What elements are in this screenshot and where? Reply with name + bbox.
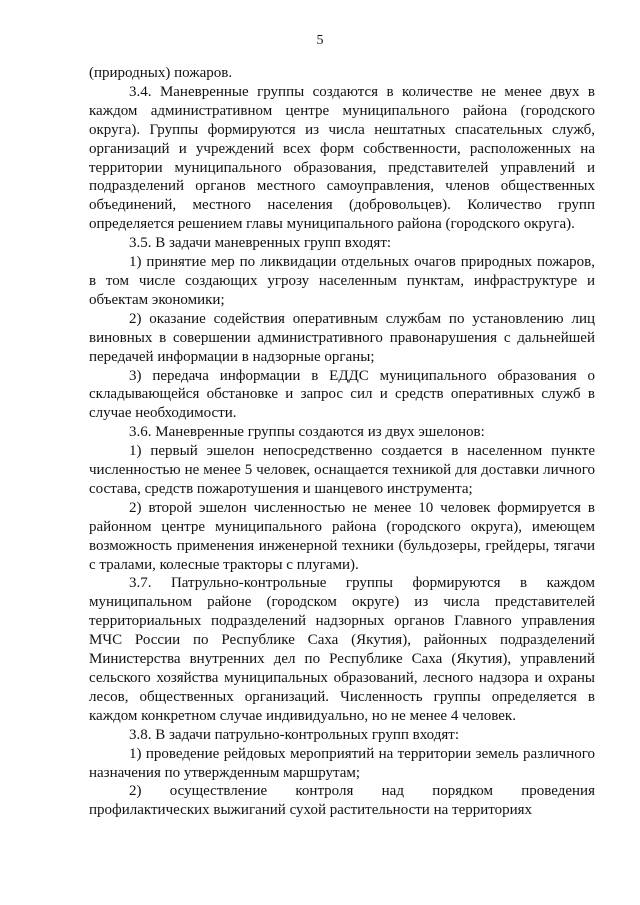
list-item-3-8-1: 1) проведение рейдовых мероприятий на территории земель различного назначения по утвержденным маршрутам; — [89, 745, 595, 781]
list-item-3-5-3: 3) передача информации в ЕДДС муниципального образования о складывающейся обстановке и запрос сил и средств оперативных служб в случае необходимости. — [89, 367, 595, 422]
paragraph-continuation: (природных) пожаров. — [89, 65, 233, 81]
list-item-3-8-2: 2) осуществление контроля над порядком проведения профилактических выжиганий сухой растительности на территориях — [89, 783, 595, 819]
paragraph-3-5: 3.5. В задачи маневренных групп входят: — [129, 235, 392, 252]
paragraph-3-4: 3.4. Маневренные группы создаются в количестве не менее двух в каждом административном центре муниципального района (городского округа). Группы формируются из числа нештатных спасательных служб, организаций и учреждений всех форм собственности, расположенных на территории муниципального образования, представителей управлений и подразделений органов местного самоуправления, членов общественных объединений, местного населения (добровольцев). Количество групп определяется решением главы муниципального района (городского округа). — [89, 83, 595, 233]
list-item-3-6-2: 2) второй эшелон численностью не менее 10 человек формируется в районном центре муниципального района (городского округа), имеющем возможность применения инженерной техники (бульдозеры, грейдеры, тягачи с тралами, колесные тракторы с плугами). — [89, 499, 595, 573]
list-item-3-6-1: 1) первый эшелон непосредственно создается в населенном пункте численностью не менее 5 человек, оснащается техникой для доставки личного состава, средств пожаротушения и шанцевого инструмента; — [89, 443, 595, 497]
paragraph-3-6: 3.6. Маневренные группы создаются из двух эшелонов: — [129, 424, 485, 441]
paragraph-3-8: 3.8. В задачи патрульно-контрольных групп входят: — [129, 726, 459, 743]
list-item-3-5-1: 1) принятие мер по ликвидации отдельных очагов природных пожаров, в том числе создающих угрозу населенным пунктам, инфраструктуре и объектам экономики; — [89, 254, 595, 308]
list-item-3-5-2: 2) оказание содействия оперативным службам по установлению лиц виновных в совершении административного правонарушения с дальнейшей передачей информации в надзорные органы; — [89, 310, 595, 365]
page-number: 5 — [316, 33, 324, 48]
document-body — [89, 64, 595, 820]
paragraph-3-7: 3.7. Патрульно-контрольные группы формируются в каждом муниципальном районе (городском округе) из числа представителей территориальных подразделений надзорных органов Главного управления МЧС России по Республике Саха (Якутия), районных подразделений Министерства внутренних дел по Республике Саха (Якутия), управлений сельского хозяйства муниципальных образований, лесного надзора и охраны лесов, общественных организаций. Численность группы определяется в каждом конкретном случае индивидуально, но не менее 4 человек. — [89, 575, 595, 724]
